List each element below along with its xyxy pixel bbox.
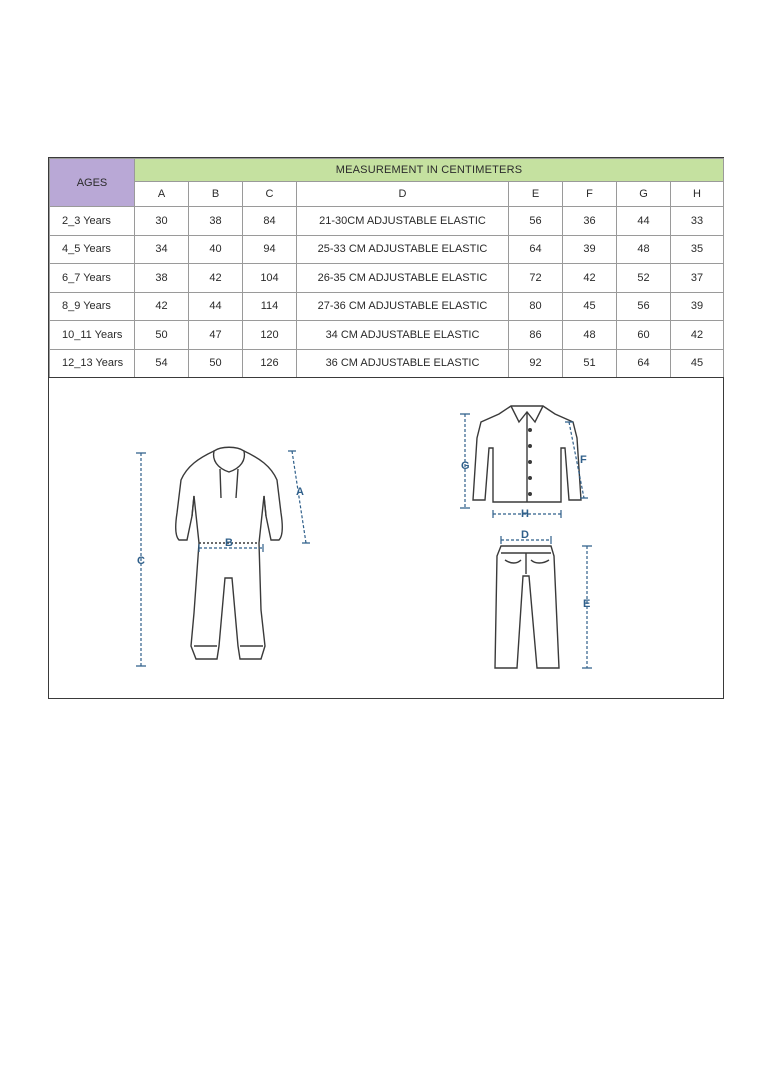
measurement-cell-f: 51 [563,349,617,378]
measurement-cell-c: 120 [243,321,297,350]
table-row [50,321,724,350]
measurement-cell-g: 44 [617,207,671,236]
measurement-cell-d: 26-35 CM ADJUSTABLE ELASTIC [297,264,509,293]
measurement-cell-h: 37 [671,264,724,293]
measurement-cell-c: 94 [243,235,297,264]
age-cell: 10_11 Years [50,321,135,350]
measurement-cell-d: 21-30CM ADJUSTABLE ELASTIC [297,207,509,236]
measurement-cell-b: 47 [189,321,243,350]
measurement-cell-g: 48 [617,235,671,264]
measurement-cell-g: 64 [617,349,671,378]
dim-label-e: E [583,598,591,610]
measurement-cell-d: 34 CM ADJUSTABLE ELASTIC [297,321,509,350]
dim-label-b: B [225,537,233,549]
age-cell: 4_5 Years [50,235,135,264]
column-header-row [50,182,724,207]
measurement-cell-b: 38 [189,207,243,236]
diagram-canvas [49,378,723,698]
table-row [50,207,724,236]
measurement-cell-d: 25-33 CM ADJUSTABLE ELASTIC [297,235,509,264]
garment-diagrams [49,378,723,698]
measurement-cell-a: 38 [135,264,189,293]
measurement-cell-h: 33 [671,207,724,236]
dim-label-d: D [521,529,529,541]
age-cell: 12_13 Years [50,349,135,378]
column-header-h: H [671,182,724,207]
measurement-cell-e: 64 [509,235,563,264]
table-row [50,349,724,378]
measurement-cell-a: 50 [135,321,189,350]
pants-illustration [495,546,559,668]
measurement-cell-f: 42 [563,264,617,293]
measurement-cell-e: 72 [509,264,563,293]
measurement-cell-e: 80 [509,292,563,321]
measurement-cell-d: 36 CM ADJUSTABLE ELASTIC [297,349,509,378]
size-table [49,158,724,378]
ages-header: AGES [50,159,135,207]
measurement-cell-d: 27-36 CM ADJUSTABLE ELASTIC [297,292,509,321]
age-cell: 6_7 Years [50,264,135,293]
measurement-cell-a: 34 [135,235,189,264]
measurement-cell-e: 86 [509,321,563,350]
measurement-cell-h: 42 [671,321,724,350]
measurement-cell-a: 42 [135,292,189,321]
dim-label-g: G [461,460,470,472]
measurement-cell-f: 48 [563,321,617,350]
measurement-cell-h: 35 [671,235,724,264]
measurement-cell-e: 56 [509,207,563,236]
dim-label-h: H [521,508,529,520]
column-header-f: F [563,182,617,207]
measurement-cell-c: 104 [243,264,297,293]
column-header-a: A [135,182,189,207]
measurement-cell-h: 45 [671,349,724,378]
age-cell: 2_3 Years [50,207,135,236]
measurement-cell-g: 60 [617,321,671,350]
measurement-cell-f: 36 [563,207,617,236]
measurement-cell-b: 50 [189,349,243,378]
size-chart-sheet [48,157,724,699]
column-header-d: D [297,182,509,207]
measurement-cell-f: 45 [563,292,617,321]
measurement-cell-c: 84 [243,207,297,236]
measurement-cell-c: 126 [243,349,297,378]
measurement-cell-b: 44 [189,292,243,321]
dim-label-a: A [296,486,304,498]
measurement-cell-a: 30 [135,207,189,236]
size-table-body [50,207,724,378]
onesie-illustration [176,447,283,659]
column-header-c: C [243,182,297,207]
table-row [50,264,724,293]
measurement-cell-g: 52 [617,264,671,293]
measurement-cell-g: 56 [617,292,671,321]
table-row [50,235,724,264]
column-header-e: E [509,182,563,207]
measurement-cell-c: 114 [243,292,297,321]
table-row [50,292,724,321]
column-header-g: G [617,182,671,207]
measurement-cell-b: 42 [189,264,243,293]
measurement-cell-b: 40 [189,235,243,264]
shirt-illustration [473,406,581,502]
measurement-title: MEASUREMENT IN CENTIMETERS [135,159,724,182]
measurement-cell-a: 54 [135,349,189,378]
measurement-cell-h: 39 [671,292,724,321]
measurement-cell-e: 92 [509,349,563,378]
column-header-b: B [189,182,243,207]
dim-label-f: F [580,454,587,466]
dim-label-c: C [137,555,145,567]
age-cell: 8_9 Years [50,292,135,321]
measurement-cell-f: 39 [563,235,617,264]
